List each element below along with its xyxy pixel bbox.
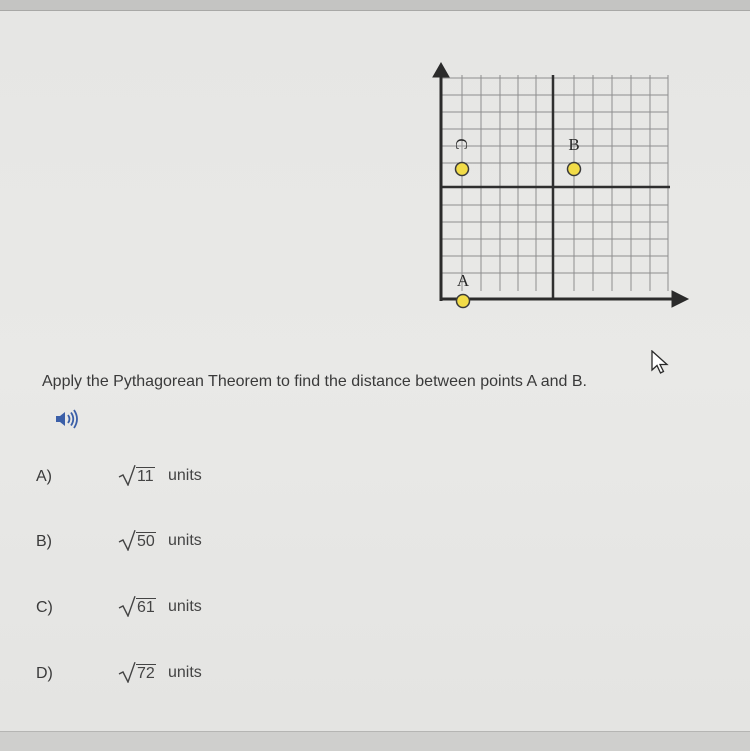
square-root-icon [118,529,136,551]
answer-choice-d[interactable] [0,661,360,691]
top-toolbar [0,0,750,11]
y-axis-arrow-icon [433,63,449,77]
choice-radicand: 61 [137,599,155,616]
choice-unit: units [168,664,202,681]
question-text: Apply the Pythagorean Theorem to find the distance between points A and B. [42,373,587,390]
question-panel [0,11,750,731]
square-root-icon [118,595,136,617]
grid-lines [441,75,668,291]
bottom-toolbar [0,731,750,751]
answer-choice-c[interactable] [0,595,360,625]
choice-letter: D) [36,665,53,682]
square-root-icon [118,464,136,486]
choice-radicand: 11 [137,468,154,485]
mouse-pointer-icon [650,350,670,376]
x-axis-arrow-icon [672,291,688,307]
point-a-label: A [456,271,470,290]
answer-choice-a[interactable] [0,464,360,494]
choice-radicand: 50 [137,533,155,550]
choice-letter: B) [36,533,52,550]
choice-unit: units [168,532,202,549]
answer-choice-b[interactable] [0,529,360,559]
choice-letter: C) [36,599,53,616]
point-c-label: C [452,138,471,150]
point-b-marker [568,163,581,176]
speaker-icon[interactable] [54,409,80,429]
point-b-label: B [568,135,580,154]
square-root-icon [118,661,136,683]
choice-unit: units [168,598,202,615]
choice-unit: units [168,467,202,484]
choice-letter: A) [36,468,52,485]
grid-axis-lines [441,75,670,299]
point-c-marker [456,163,469,176]
choice-radicand: 72 [137,665,155,682]
point-a [457,271,470,308]
point-a-marker [457,295,470,308]
coordinate-grid [0,11,750,351]
